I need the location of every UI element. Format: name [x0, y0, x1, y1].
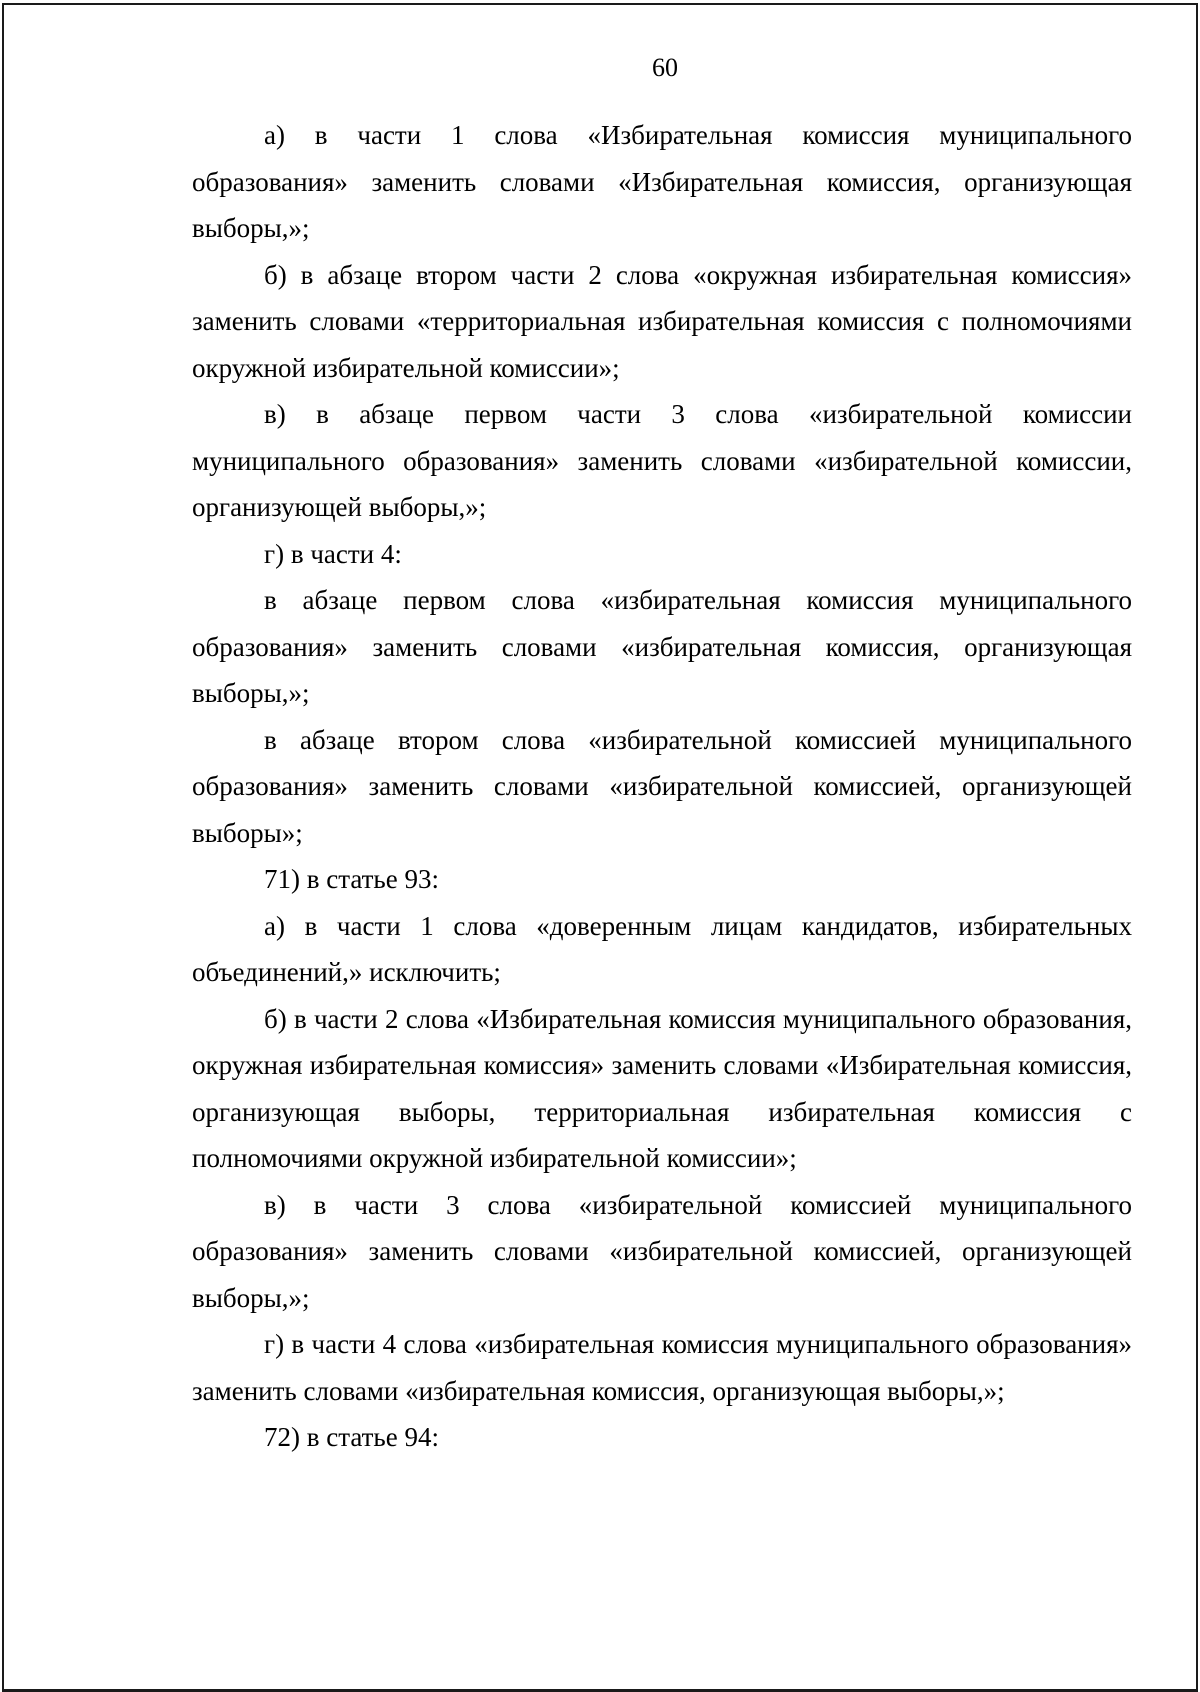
paragraph-v-part3: в) в абзаце первом части 3 слова «избирательной комиссии муниципального образования» заменить словами «избирательной комиссии, организующей выборы,»;: [192, 399, 1132, 522]
paragraph-71-b: б) в части 2 слова «Избирательная комиссия муниципального образования, окружная избирательная комиссия» заменить словами «Избирательная комиссия, организующая выборы, территориальная избирательная комиссия с полномочиями окружной избирательной комиссии»;: [192, 1003, 1132, 1173]
document-body: [192, 112, 1132, 1461]
paragraph-71-a: а) в части 1 слова «доверенным лицам кандидатов, избирательных объединений,» исключить;: [192, 910, 1132, 987]
page-number: 60: [652, 53, 678, 82]
paragraph-g-part4: г) в части 4:: [264, 538, 402, 569]
paragraph-71-g: г) в части 4 слова «избирательная комиссия муниципального образования» заменить словами «избирательная комиссия, организующая выборы,»;: [192, 1329, 1132, 1406]
paragraph-first-abzac: в абзаце первом слова «избирательная комиссия муниципального образования» заменить словами «избирательная комиссия, организующая выборы,»;: [192, 585, 1132, 708]
paragraph-b-part2: б) в абзаце втором части 2 слова «окружная избирательная комиссия» заменить словами «территориальная избирательная комиссия с полномочиями окружной избирательной комиссии»;: [192, 259, 1132, 383]
paragraph-a-part1: а) в части 1 слова «Избирательная комиссия муниципального образования» заменить словами «Избирательная комиссия, организующая выборы,»;: [192, 120, 1132, 243]
item-71-heading: 71) в статье 93:: [264, 864, 439, 894]
item-72-heading: 72) в статье 94:: [264, 1422, 439, 1452]
paragraph-71-v: в) в части 3 слова «избирательной комиссией муниципального образования» заменить словами «избирательной комиссией, организующей выборы,»;: [192, 1189, 1132, 1313]
paragraph-second-abzac: в абзаце втором слова «избирательной комиссией муниципального образования» заменить словами «избирательной комиссией, организующей выборы»;: [192, 724, 1132, 848]
